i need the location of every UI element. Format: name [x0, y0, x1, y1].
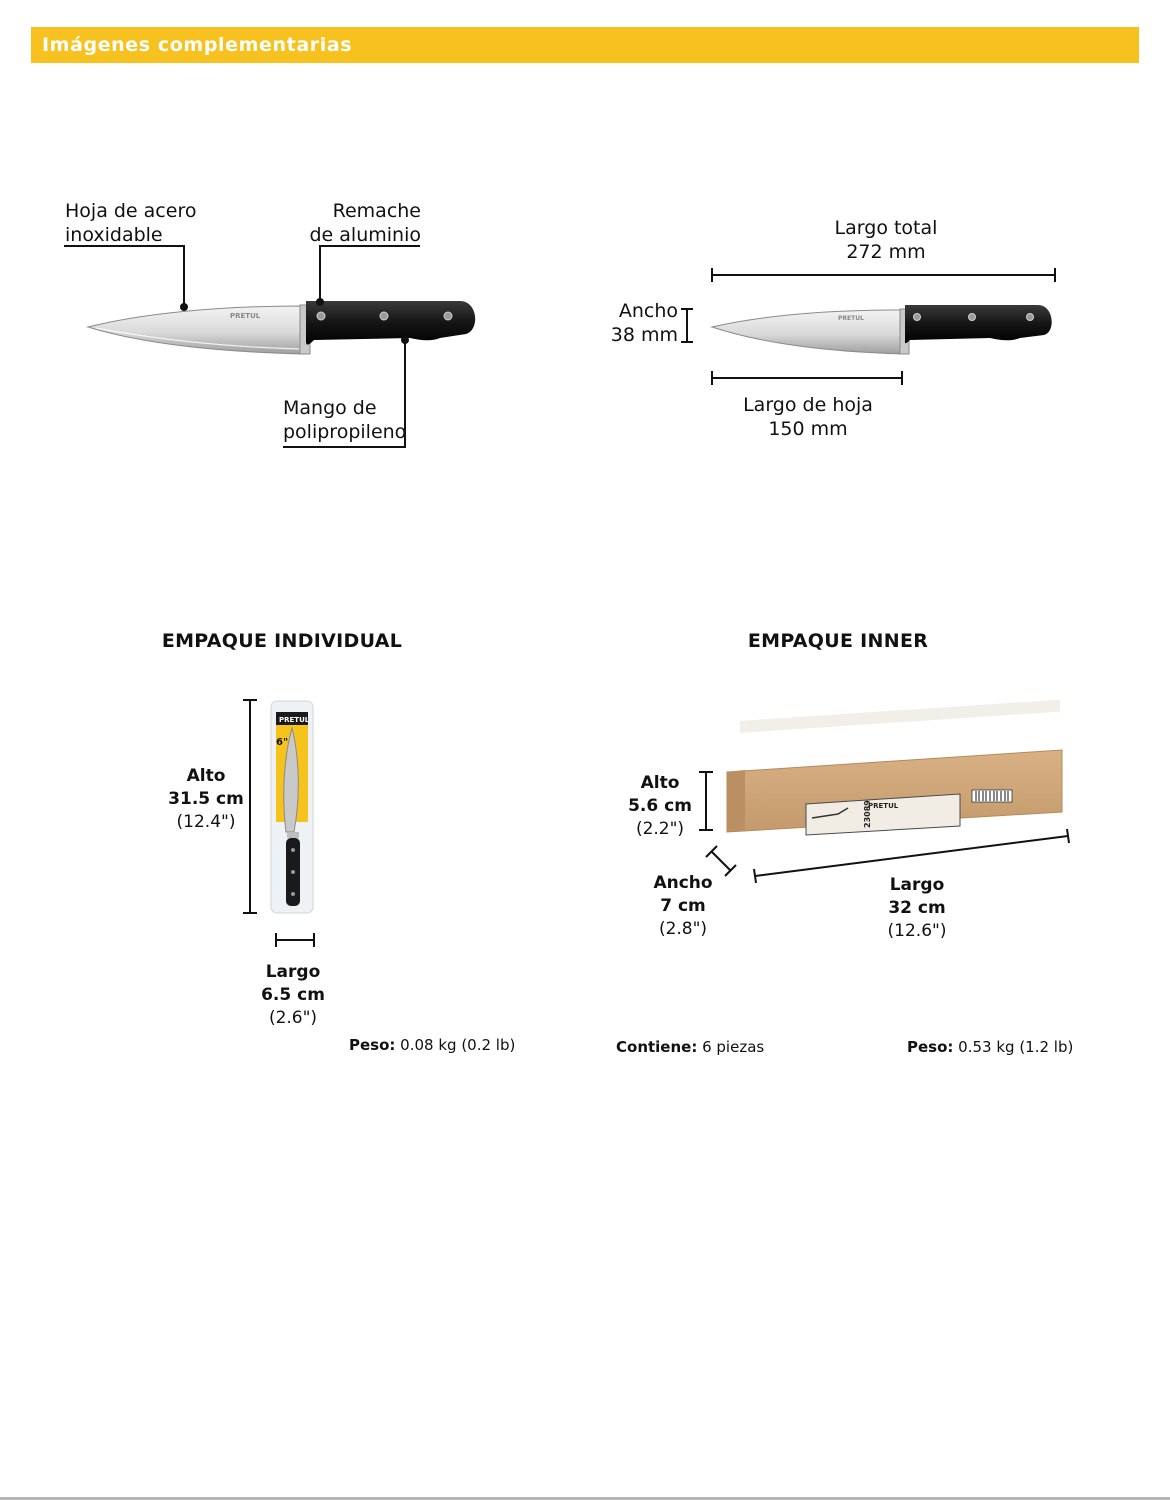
individual-height-cm: 31.5 cm [168, 789, 244, 809]
inner-height-label [620, 772, 700, 841]
blade-callout-dot [180, 303, 188, 311]
inner-length-cm: 32 cm [888, 898, 946, 918]
inner-weight [907, 1038, 1073, 1056]
inner-width-cm: 7 cm [660, 896, 706, 916]
pack-brand: PRETUL [279, 716, 310, 724]
blade-length-label [722, 393, 894, 441]
inner-contents [616, 1038, 764, 1056]
individual-height-label [166, 765, 246, 834]
blade-label [65, 199, 196, 247]
handle-label [283, 396, 406, 444]
inner-width-title: Ancho [653, 873, 713, 893]
individual-length-title: Largo [265, 962, 321, 982]
individual-weight-label: Peso: [349, 1036, 396, 1054]
individual-heading: EMPAQUE INDIVIDUAL [161, 630, 403, 652]
box-brand: PRETUL [868, 802, 899, 810]
individual-length-label [253, 961, 333, 1030]
knife-dimensions-image [712, 305, 1052, 354]
inner-contents-label: Contiene: [616, 1038, 698, 1056]
individual-weight [349, 1036, 515, 1054]
inner-contents-value: 6 piezas [697, 1038, 765, 1056]
handle-label-line2: polipropileno [283, 421, 407, 443]
inner-height-title: Alto [640, 773, 680, 793]
inner-heading: EMPAQUE INNER [747, 630, 929, 652]
individual-length-cm: 6.5 cm [261, 985, 325, 1005]
section-title: Imágenes complementarias [42, 34, 353, 56]
blade-length-title: Largo de hoja [743, 394, 873, 416]
total-length-label [800, 216, 972, 264]
inner-weight-value: 0.53 kg (1.2 lb) [953, 1038, 1074, 1056]
inner-length-label [877, 874, 957, 943]
knife2-brand-mark: PRETUL [838, 315, 864, 322]
inner-length-title: Largo [889, 875, 945, 895]
width-title: Ancho [618, 300, 678, 322]
pack-size: 6" [276, 737, 289, 748]
rivet-label [292, 199, 421, 247]
blade-label-line1: Hoja de acero [65, 200, 197, 222]
box-code: 23089 [863, 800, 872, 828]
width-value: 38 mm [610, 324, 678, 346]
individual-package-image [271, 701, 313, 913]
handle-label-line1: Mango de [283, 397, 377, 419]
inner-height-cm: 5.6 cm [628, 796, 692, 816]
individual-height-title: Alto [186, 766, 226, 786]
total-length-title: Largo total [834, 217, 938, 239]
handle-callout-dot [401, 336, 409, 344]
rivet-callout-dot [316, 298, 324, 306]
knife-brand-mark: PRETUL [230, 312, 261, 320]
knife-parts-image [88, 301, 475, 354]
rivet-label-line1: Remache [332, 200, 421, 222]
inner-length-in: (12.6") [887, 921, 947, 941]
rivet-label-line2: de aluminio [309, 224, 421, 246]
inner-width-label [643, 872, 723, 941]
width-label [600, 299, 678, 347]
blade-length-value: 150 mm [768, 418, 848, 440]
inner-weight-label: Peso: [907, 1038, 954, 1056]
inner-box-image [727, 700, 1062, 835]
individual-length-in: (2.6") [268, 1008, 318, 1028]
individual-height-in: (12.4") [176, 812, 236, 832]
inner-width-in: (2.8") [658, 919, 708, 939]
total-length-value: 272 mm [846, 241, 926, 263]
blade-label-line2: inoxidable [65, 224, 163, 246]
inner-height-in: (2.2") [635, 819, 685, 839]
individual-weight-value: 0.08 kg (0.2 lb) [395, 1036, 516, 1054]
